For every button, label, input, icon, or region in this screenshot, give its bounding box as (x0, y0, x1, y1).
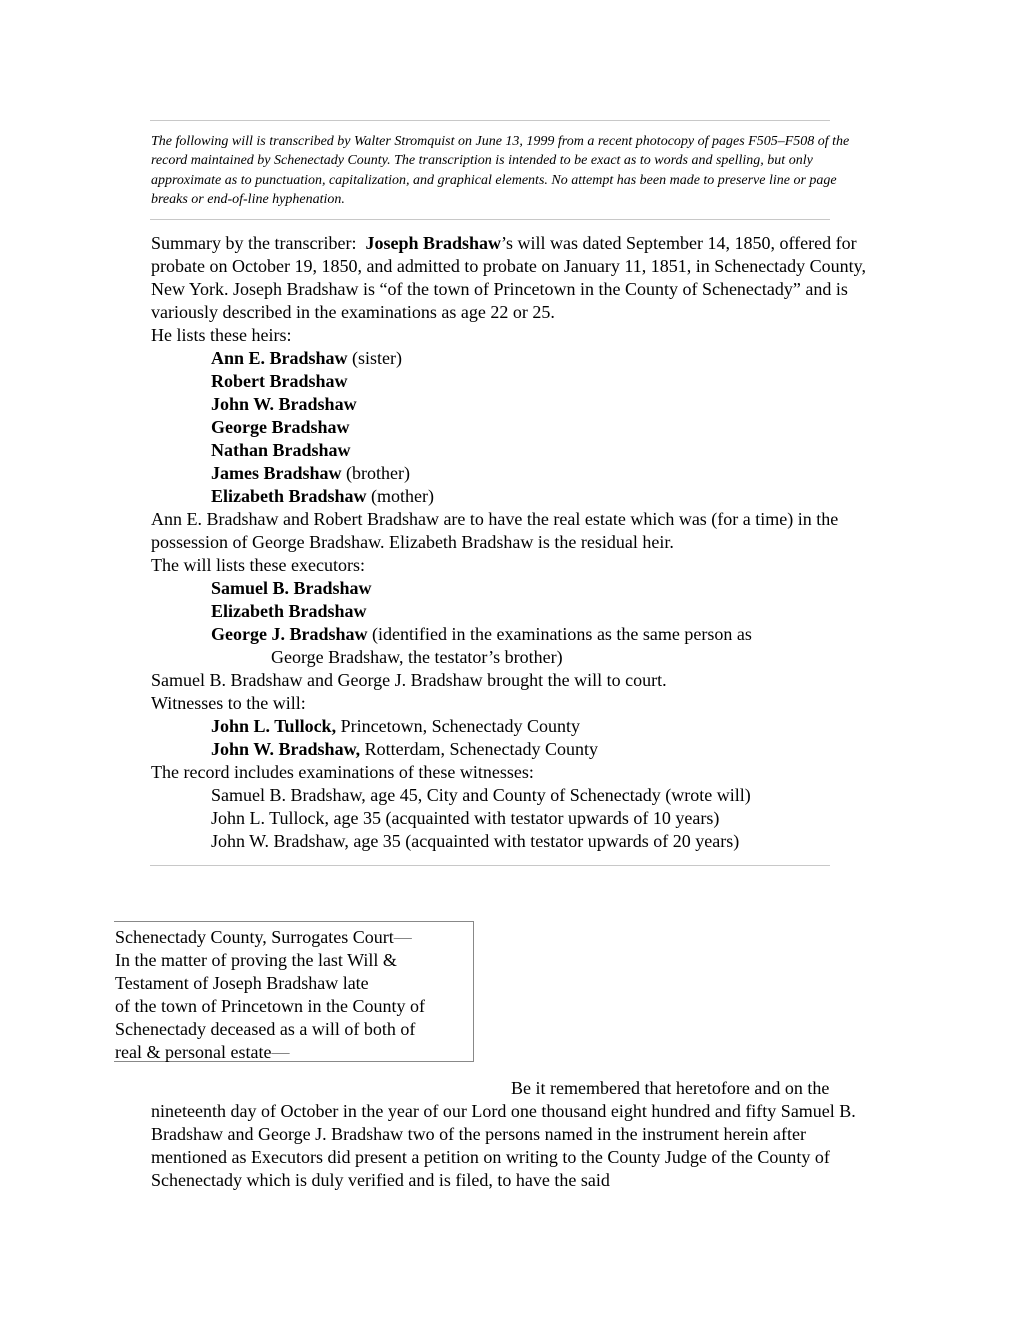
heir-item: Robert Bradshaw (211, 371, 348, 391)
heir-item: Nathan Bradshaw (211, 440, 351, 460)
caption-line: Schenectady County, Surrogates Court— (115, 927, 412, 947)
summary-paragraph (151, 232, 881, 324)
summary-text: ’s will was dated September 14, 1850, offered for probate on October 19, 1850, and admitted to probate on January 11, 1851, in Schenectady County, New York. Joseph Bradshaw is “of the town of Princetown in the County of Schenectady” and is variously described in the examinations as age 22 or 25. (151, 233, 866, 322)
top-divider (150, 120, 830, 121)
examination-item: John L. Tullock, age 35 (acquainted with testator upwards of 10 years) (211, 808, 720, 828)
will-body-text (151, 1077, 881, 1192)
examinations-heading: The record includes examinations of these witnesses: (151, 762, 534, 782)
intro-divider (150, 219, 830, 220)
heirs-list (151, 347, 881, 508)
witness-item: John W. Bradshaw, Rotterdam, Schenectady County (211, 739, 599, 759)
body-continuation: nineteenth day of October in the year of our Lord one thousand eight hundred and fifty Samuel B. Bradshaw and George J. Bradshaw two of the persons named in the instrument herein after mentioned as Executors did present a petition on writing to the County Judge of the County of Schenectady which is duly verified and is filed, to have the said (151, 1101, 856, 1190)
summary-label: Summary by the transcriber: (151, 233, 357, 253)
executors-summary: Samuel B. Bradshaw and George J. Bradshaw brought the will to court. (151, 670, 667, 690)
heirs-summary: Ann E. Bradshaw and Robert Bradshaw are to have the real estate which was (for a time) in the possession of George Bradshaw. Elizabeth Bradshaw is the residual heir. (151, 509, 839, 552)
case-caption-box (114, 921, 474, 1062)
transcription-note: The following will is transcribed by Walter Stromquist on June 13, 1999 from a recent photocopy of pages F505–F508 of the record maintained by Schenectady County. The transcription is intended to be exact as to words and spelling, but only approximate as to punctuation, capitalization, and graphical elements. No attempt has been made to preserve line or page breaks or end-of-line hyphenation. (151, 134, 850, 208)
heir-item: Elizabeth Bradshaw (mother) (211, 486, 435, 506)
caption-line: In the matter of proving the last Will & (115, 950, 397, 970)
caption-line: real & personal estate— (115, 1042, 290, 1062)
heir-item: George Bradshaw (211, 417, 350, 437)
heir-item: James Bradshaw (brother) (211, 463, 410, 483)
executor-item: George J. Bradshaw (identified in the examinations as the same person as (211, 624, 752, 644)
executors-heading: The will lists these executors: (151, 555, 365, 575)
executor-item: Samuel B. Bradshaw (211, 578, 372, 598)
executor-item: Elizabeth Bradshaw (211, 601, 367, 621)
executor-note-continuation: George Bradshaw, the testator’s brother) (271, 647, 563, 667)
caption-line: Schenectady deceased as a will of both of (115, 1019, 416, 1039)
caption-line: of the town of Princetown in the County of (115, 996, 425, 1016)
testator-name: Joseph Bradshaw (365, 233, 501, 253)
witnesses-heading: Witnesses to the will: (151, 693, 306, 713)
summary-divider (150, 865, 830, 866)
caption-line: Testament of Joseph Bradshaw late (115, 973, 369, 993)
transcriber-summary (151, 232, 881, 853)
body-first-line: Be it remembered that heretofore and on the (511, 1078, 830, 1098)
executors-list (151, 577, 881, 669)
heirs-heading: He lists these heirs: (151, 325, 292, 345)
examination-item: John W. Bradshaw, age 35 (acquainted with testator upwards of 20 years) (211, 831, 740, 851)
witnesses-list (151, 715, 881, 761)
examination-item: Samuel B. Bradshaw, age 45, City and County of Schenectady (wrote will) (211, 785, 751, 805)
heir-item: John W. Bradshaw (211, 394, 357, 414)
heir-item: Ann E. Bradshaw (sister) (211, 348, 403, 368)
witness-item: John L. Tullock, Princetown, Schenectady County (211, 716, 581, 736)
examinations-list (151, 784, 881, 853)
